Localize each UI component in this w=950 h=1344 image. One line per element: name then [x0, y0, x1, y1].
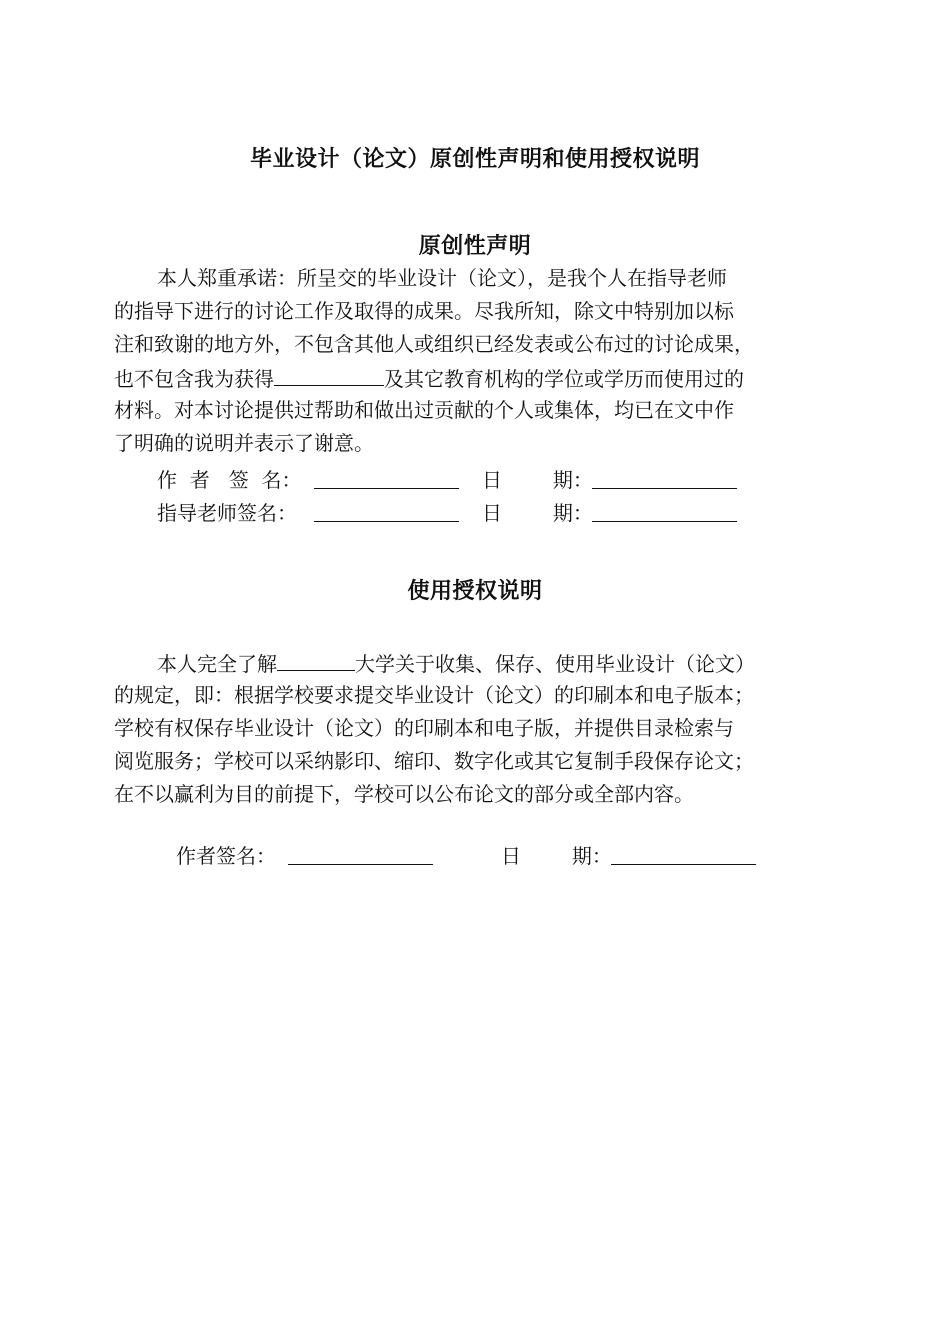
authorization-line: 学校有权保存毕业设计（论文）的印刷本和电子版，并提供目录检索与 — [114, 716, 734, 740]
author-date-field[interactable] — [592, 488, 737, 489]
advisor-date-field[interactable] — [592, 521, 737, 522]
originality-line: 本人郑重承诺：所呈交的毕业设计（论文），是我个人在指导老师 — [157, 266, 727, 290]
advisor-signature-label: 指导老师签名： — [157, 501, 297, 525]
auth-signature-label: 作者签名： — [176, 844, 276, 868]
university-blank-field[interactable] — [277, 646, 355, 671]
authorization-heading: 使用授权说明 — [407, 579, 543, 604]
originality-line: 了明确的说明并表示了谢意。 — [114, 431, 374, 455]
originality-text: 及其它教育机构的学位或学历而使用过的 — [384, 367, 744, 391]
advisor-signature-row — [157, 497, 757, 530]
author-signature-label: 作 者 签 名： — [157, 468, 302, 492]
auth-date-label: 日 期： — [501, 844, 612, 868]
originality-line-with-blank — [114, 361, 834, 394]
authorization-text: 本人完全了解 — [157, 652, 277, 676]
auth-signature-field[interactable] — [288, 864, 433, 865]
authorization-line: 在不以赢利为目的前提下，学校可以公布论文的部分或全部内容。 — [114, 782, 694, 806]
advisor-date-label: 日 期： — [482, 501, 593, 525]
author-signature-field[interactable] — [314, 488, 459, 489]
originality-statement — [114, 262, 834, 460]
authorization-statement — [114, 646, 834, 811]
auth-date-field[interactable] — [611, 864, 756, 865]
originality-line: 注和致谢的地方外，不包含其他人或组织已经发表或公布过的讨论成果， — [114, 332, 754, 356]
degree-blank-field[interactable] — [274, 361, 384, 386]
originality-line: 的指导下进行的讨论工作及取得的成果。尽我所知，除文中特别加以标 — [114, 299, 734, 323]
originality-text: 也不包含我为获得 — [114, 367, 274, 391]
authorization-text: 大学关于收集、保存、使用毕业设计（论文） — [355, 652, 755, 676]
author-signature-row — [157, 464, 757, 497]
originality-heading: 原创性声明 — [418, 234, 532, 259]
auth-signature-row — [176, 840, 776, 873]
authorization-line-with-blank — [114, 646, 834, 679]
authorization-line: 阅览服务；学校可以采纳影印、缩印、数字化或其它复制手段保存论文； — [114, 749, 754, 773]
authorization-line: 的规定，即：根据学校要求提交毕业设计（论文）的印刷本和电子版本； — [114, 683, 754, 707]
author-date-label: 日 期： — [482, 468, 593, 492]
advisor-signature-field[interactable] — [314, 521, 459, 522]
originality-line: 材料。对本讨论提供过帮助和做出过贡献的个人或集体，均已在文中作 — [114, 398, 734, 422]
document-title: 毕业设计（论文）原创性声明和使用授权说明 — [249, 147, 700, 172]
